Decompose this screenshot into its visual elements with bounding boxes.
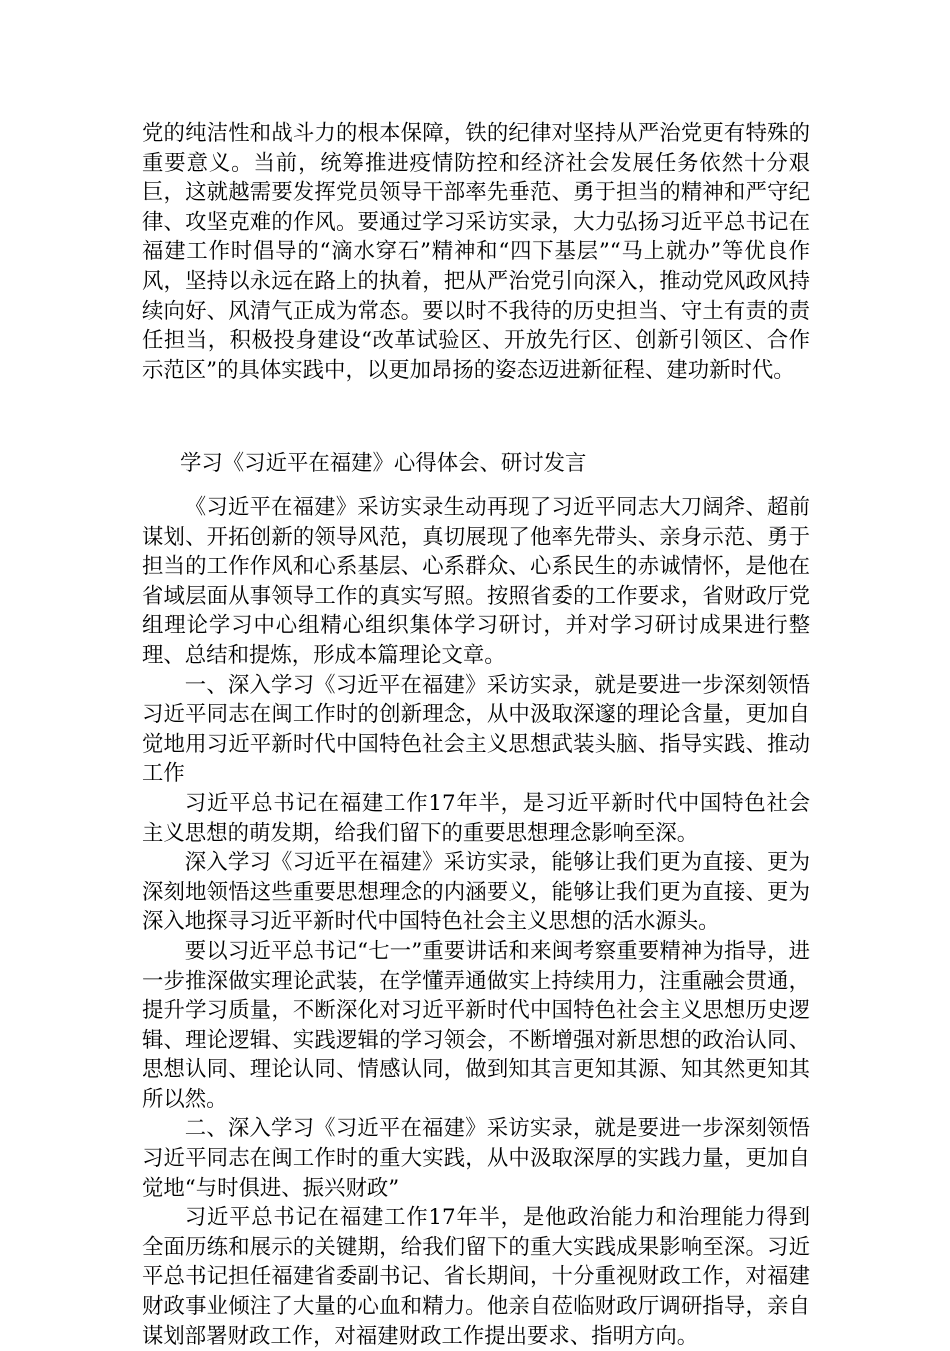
body-paragraph: 要以习近平总书记“七一”重要讲话和来闽考察重要精神为指导，进一步推深做实理论武装，在学懂弄通做实上持续用力，注重融会贯通，提升学习质量，不断深化对习近平新时代中国特色社会主义思想历史逻辑、理论逻辑、实践逻辑的学习领会，不断增强对新思想的政治认同、思想认同、理论认同、情感认同，做到知其言更知其源、知其然更知其所以然。 [142, 938, 810, 1112]
continued-paragraph: 党的纯洁性和战斗力的根本保障，铁的纪律对坚持从严治党更有特殊的重要意义。当前，统筹推进疫情防控和经济社会发展任务依然十分艰巨，这就越需要发挥党员领导干部率先垂范、勇于担当的精神和严守纪律、攻坚克难的作风。要通过学习采访实录，大力弘扬习近平总书记在福建工作时倡导的“滴水穿石”精神和“四下基层”“马上就办”等优良作风，坚持以永远在路上的执着，把从严治党引向深入，推动党风政风持续向好、风清气正成为常态。要以时不我待的历史担当、守土有责的责任担当，积极投身建设“改革试验区、开放先行区、创新引领区、合作示范区”的具体实践中，以更加昂扬的姿态迈进新征程、建功新时代。 [142, 121, 810, 383]
article-body [142, 493, 810, 1351]
article-title: 学习《习近平在福建》心得体会、研讨发言 [180, 451, 587, 476]
section-heading-1: 一、深入学习《习近平在福建》采访实录，就是要进一步深刻领悟习近平同志在闽工作时的创新理念，从中汲取深邃的理论含量，更加自觉地用习近平新时代中国特色社会主义思想武装头脑、指导实践、推动工作 [142, 672, 810, 787]
body-paragraph: 习近平总书记在福建工作17年半，是他政治能力和治理能力得到全面历练和展示的关键期，给我们留下的重大实践成果影响至深。习近平总书记担任福建省委副书记、省长期间，十分重视财政工作，对福建财政事业倾注了大量的心血和精力。他亲自莅临财政厅调研指导，亲自谋划部署财政工作，对福建财政工作提出要求、指明方向。 [142, 1205, 810, 1349]
body-paragraph-intro: 《习近平在福建》采访实录生动再现了习近平同志大刀阔斧、超前谋划、开拓创新的领导风范，真切展现了他率先带头、亲身示范、勇于担当的工作作风和心系基层、心系群众、心系民生的赤诚情怀，是他在省域层面从事领导工作的真实写照。按照省委的工作要求，省财政厅党组理论学习中心组精心组织集体学习研讨，并对学习研讨成果进行整理、总结和提炼，形成本篇理论文章。 [142, 495, 810, 668]
section-heading-2: 二、深入学习《习近平在福建》采访实录，就是要进一步深刻领悟习近平同志在闽工作时的重大实践，从中汲取深厚的实践力量，更加自觉地“与时俱进、振兴财政” [142, 1116, 810, 1201]
body-paragraph: 深入学习《习近平在福建》采访实录，能够让我们更为直接、更为深刻地领悟这些重要思想理念的内涵要义，能够让我们更为直接、更为深入地探寻习近平新时代中国特色社会主义思想的活水源头。 [142, 850, 810, 935]
body-paragraph: 习近平总书记在福建工作17年半，是习近平新时代中国特色社会主义思想的萌发期，给我们留下的重要思想理念影响至深。 [142, 790, 810, 846]
